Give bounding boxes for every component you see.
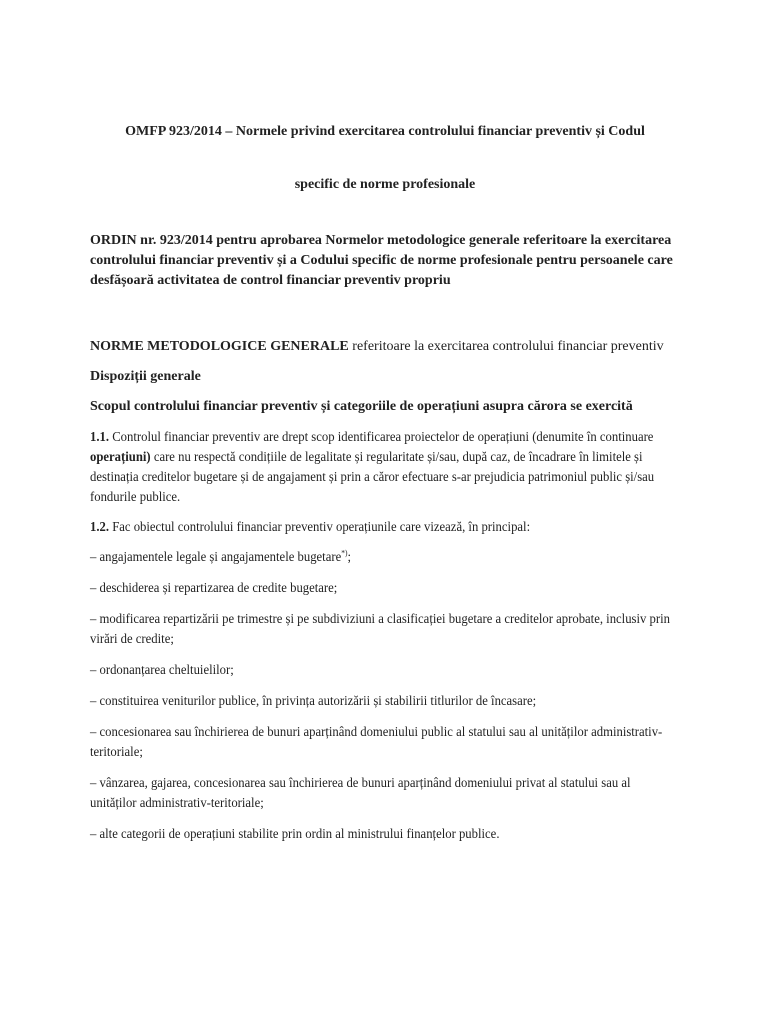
norme-heading-rest: referitoare la exercitarea controlului financiar preventiv: [348, 339, 664, 354]
paragraph-1-1-text-b: care nu respectă condițiile de legalitate și regularitate și/sau, după caz, de încadrare în limitele și destinația creditelor bugetare și de angajament și prin a căror efectuare s-ar prejudicia patrimoniul public și/sau fondurile publice.: [90, 449, 655, 504]
list-item: – vânzarea, gajarea, concesionarea sau închirierea de bunuri aparținând domeniului privat al statului sau al unităților administrativ-teritoriale;: [90, 775, 631, 810]
list-item-tail: ;: [347, 549, 352, 564]
list-item-text: – angajamentele legale și angajamentele bugetare: [90, 549, 342, 564]
footnote-marker: *): [341, 548, 348, 558]
paragraph-1-1-text-a: Controlul financiar preventiv are drept scop identificarea proiectelor de operațiuni (denumite în continuare: [109, 429, 654, 444]
norme-heading: [90, 337, 680, 357]
paragraph-1-2: [90, 517, 678, 537]
paragraph-1-2-text: Fac obiectul controlului financiar preventiv operațiunile care vizează, în principal:: [109, 519, 531, 534]
list-item: – modificarea repartizării pe trimestre și pe subdiviziuni a clasificației bugetare a creditelor aprobate, inclusiv prin virări de credite;: [90, 611, 670, 646]
ordin-heading: ORDIN nr. 923/2014 pentru aprobarea Normelor metodologice generale referitoare la exercitarea controlului financiar preventiv și a Codului specific de norme profesionale pentru persoanele care desfășoară activitatea de control financiar preventiv propriu: [90, 233, 673, 288]
document-title-line-2: specific de norme profesionale: [294, 177, 476, 192]
paragraph-1-1-number: 1.1.: [90, 429, 110, 444]
document-page: [90, 122, 680, 855]
list-item: – deschiderea și repartizarea de credite bugetare;: [90, 580, 338, 595]
paragraph-1-1: [90, 427, 678, 507]
norme-heading-bold: NORME METODOLOGICE GENERALE: [90, 339, 349, 354]
document-title-line-1: OMFP 923/2014 – Normele privind exercitarea controlului financiar preventiv și Codul: [125, 124, 645, 139]
dispozitii-heading: Dispoziții generale: [90, 369, 201, 384]
paragraph-1-1-bold: operațiuni): [90, 449, 151, 464]
list-item: [90, 547, 678, 567]
list-item: – constituirea veniturilor publice, în privința autorizării și stabilirii titlurilor de încasare;: [90, 693, 537, 708]
paragraph-1-2-number: 1.2.: [90, 519, 110, 534]
scope-heading: Scopul controlului financiar preventiv și categoriile de operațiuni asupra cărora se exercită: [90, 399, 633, 414]
list-item: – ordonanțarea cheltuielilor;: [90, 662, 234, 677]
list-item: – alte categorii de operațiuni stabilite prin ordin al ministrului finanțelor publice.: [90, 826, 500, 841]
list-item: – concesionarea sau închirierea de bunuri aparținând domeniului public al statului sau al unităților administrativ-teritoriale;: [90, 724, 663, 759]
